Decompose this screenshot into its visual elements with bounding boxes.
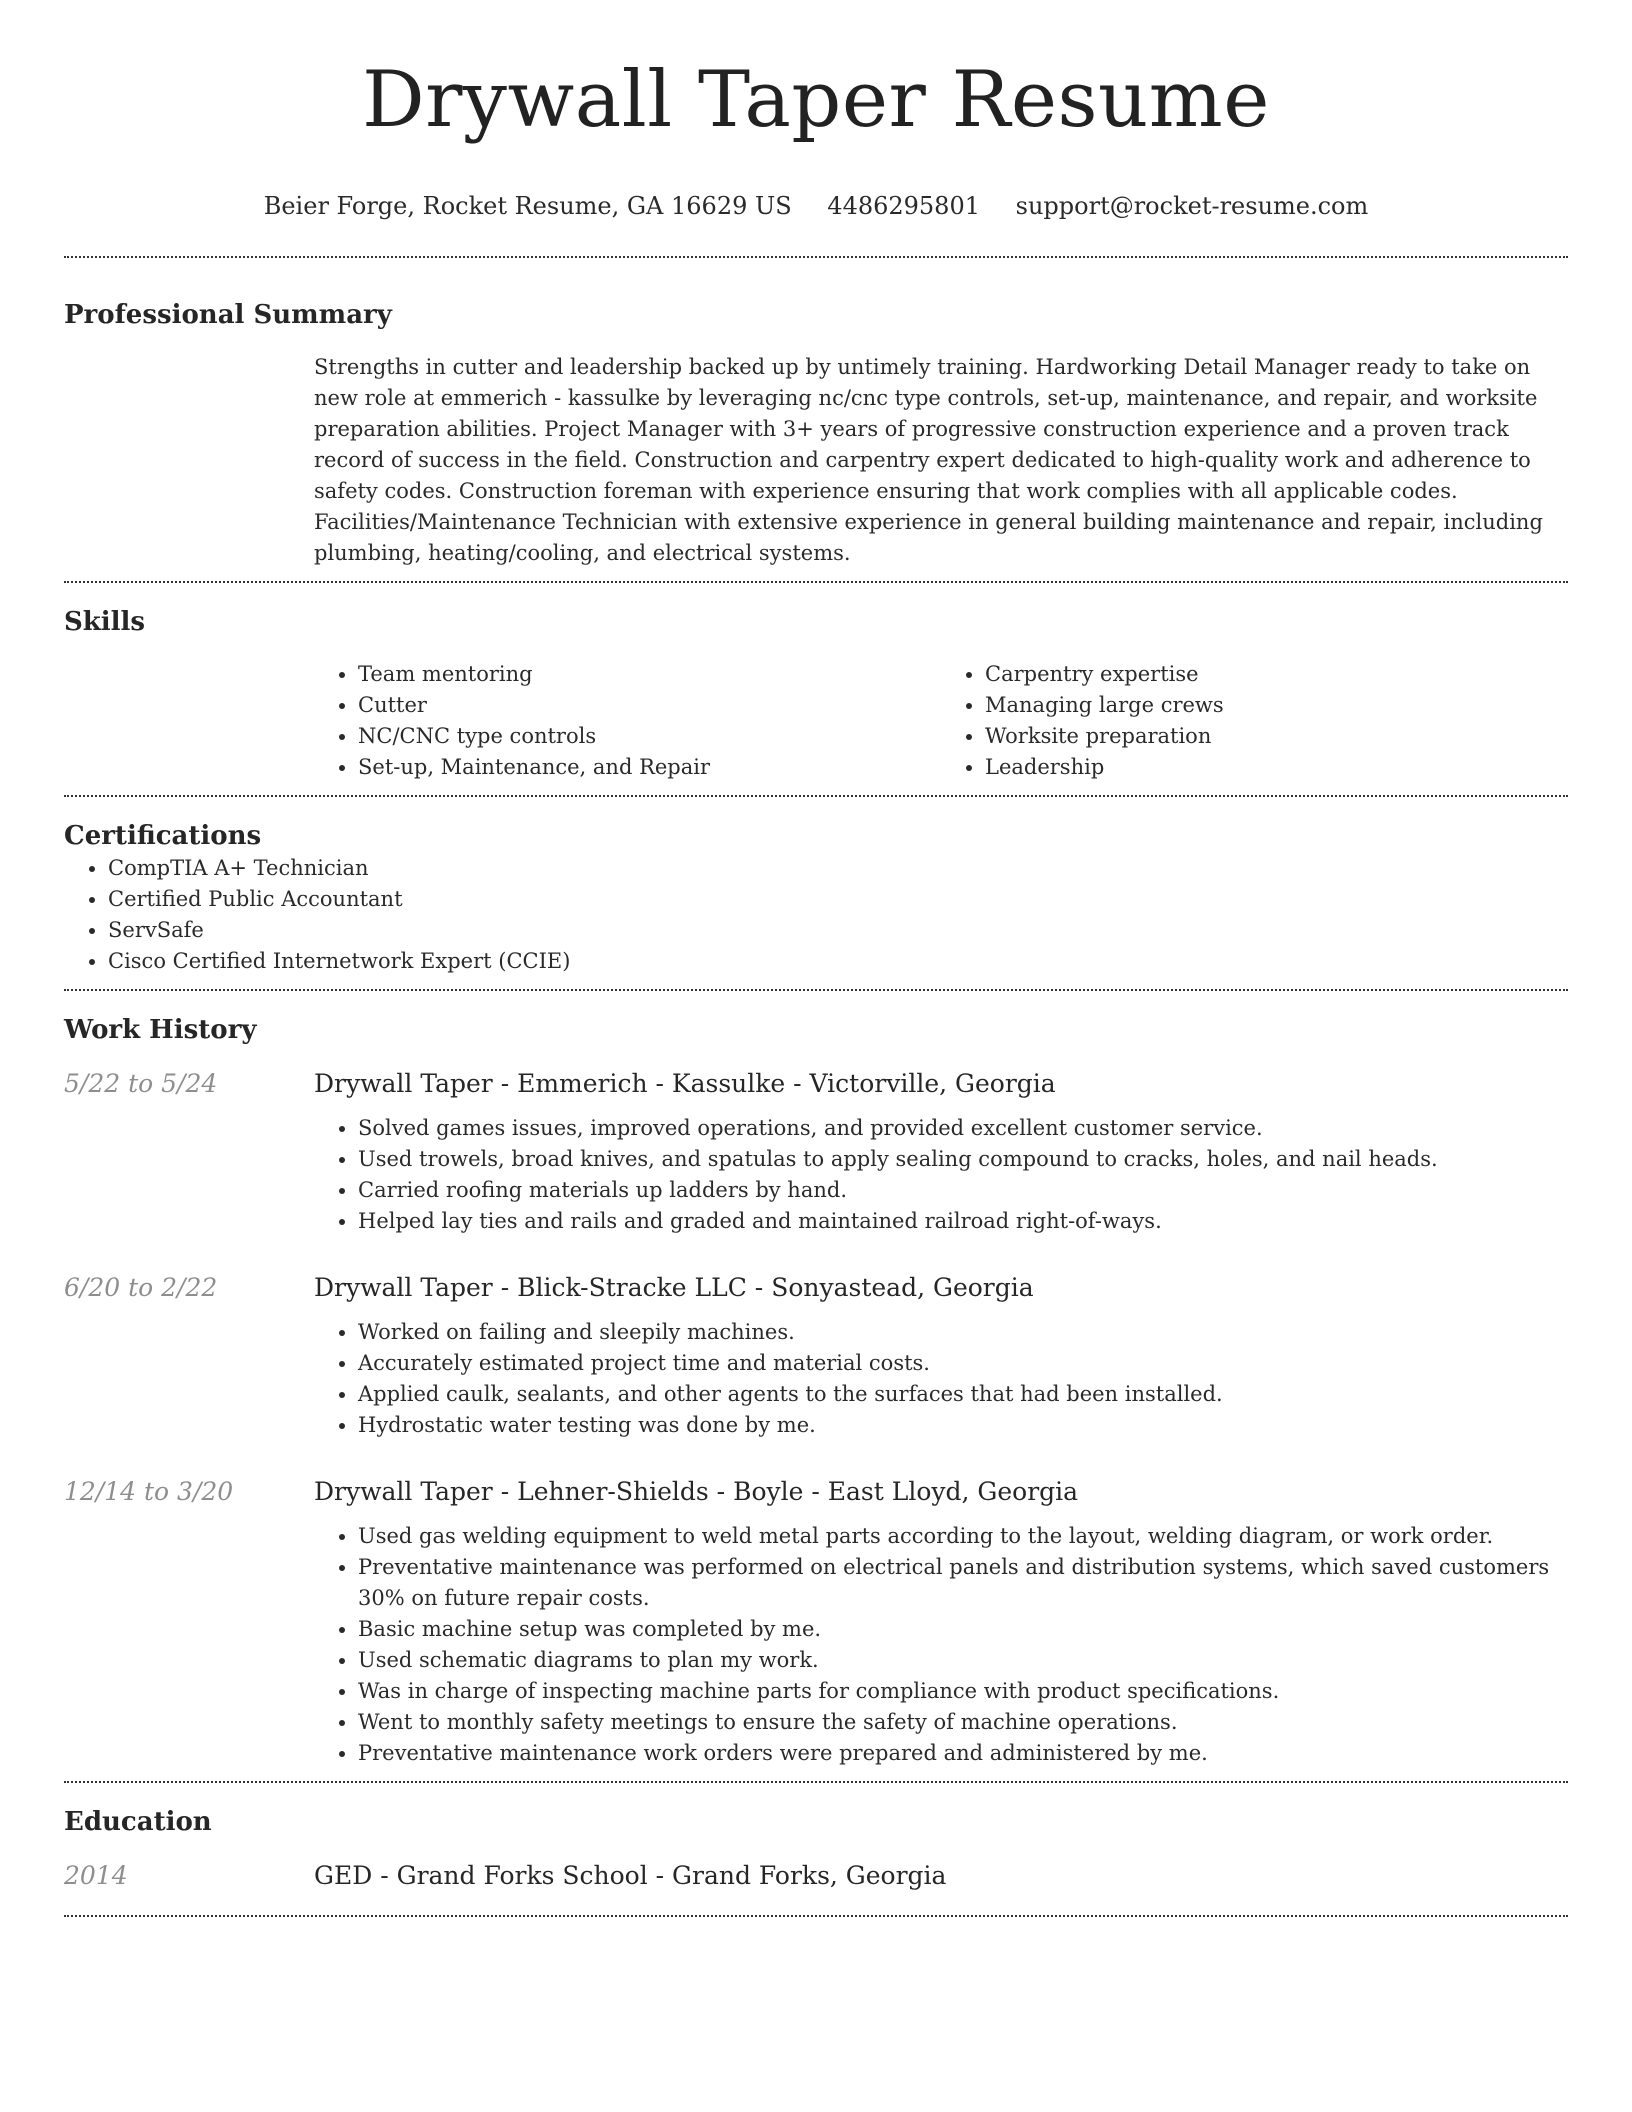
- certification-item: • ServSafe: [108, 915, 1568, 946]
- job-bullets: [314, 1113, 1568, 1237]
- education-section: [64, 1783, 1568, 1915]
- contact-line: [64, 190, 1568, 222]
- skills-heading: Skills: [64, 607, 146, 637]
- education-entry: [64, 1859, 1568, 1903]
- skills-list-right: [941, 659, 1568, 783]
- job-entry: [64, 1271, 1568, 1441]
- job-bullet: • Used schematic diagrams to plan my work.: [358, 1645, 1568, 1676]
- work-history-section: [64, 991, 1568, 1781]
- skill-item: • Leadership: [985, 752, 1568, 783]
- summary-heading: Professional Summary: [64, 300, 392, 330]
- contact-phone: 4486295801: [827, 192, 980, 220]
- skills-columns: [314, 659, 1568, 783]
- certifications-heading: Certifications: [64, 821, 262, 851]
- job-bullet: • Used trowels, broad knives, and spatulas to apply sealing compound to cracks, holes, and nail heads.: [358, 1144, 1568, 1175]
- job-dates: 12/14 to 3/20: [64, 1477, 234, 1506]
- summary-text: Strengths in cutter and leadership backed up by untimely training. Hardworking Detail Manager ready to take on new role at emmerich - kassulke by leveraging nc/cnc type controls, set-up, maintenance, and repair, and worksite preparation abilities. Project Manager with 3+ years of progressive construction experience and a proven track record of success in the field. Construction and carpentry expert dedicated to high-quality work and adherence to safety codes. Construction foreman with experience ensuring that work complies with all applicable codes. Facilities/Maintenance Technician with extensive experience in general building maintenance and repair, including plumbing, heating/cooling, and electrical systems.: [314, 355, 1543, 565]
- job-bullet: • Went to monthly safety meetings to ensure the safety of machine operations.: [358, 1707, 1568, 1738]
- contact-address: Beier Forge, Rocket Resume, GA 16629 US: [263, 192, 792, 220]
- job-bullet: • Preventative maintenance work orders were prepared and administered by me.: [358, 1738, 1568, 1769]
- work-history-heading: Work History: [64, 1015, 257, 1045]
- education-heading: Education: [64, 1807, 212, 1837]
- job-bullet: • Used gas welding equipment to weld metal parts according to the layout, welding diagram, or work order.: [358, 1521, 1568, 1552]
- job-bullet: • Was in charge of inspecting machine parts for compliance with product specifications.: [358, 1676, 1568, 1707]
- certifications-section: [64, 797, 1568, 989]
- resume-page: [64, 0, 1568, 1917]
- job-bullet: • Accurately estimated project time and material costs.: [358, 1348, 1568, 1379]
- certifications-list: [64, 853, 1568, 977]
- divider: [64, 1915, 1568, 1917]
- skill-item: • Set-up, Maintenance, and Repair: [358, 752, 941, 783]
- contact-email: support@rocket-resume.com: [1015, 192, 1369, 220]
- job-title: Drywall Taper - Emmerich - Kassulke - Victorville, Georgia: [314, 1069, 1056, 1098]
- skill-item: • Worksite preparation: [985, 721, 1568, 752]
- skill-item: • NC/CNC type controls: [358, 721, 941, 752]
- job-entry: [64, 1067, 1568, 1237]
- education-date: 2014: [64, 1861, 128, 1890]
- job-bullet: • Worked on failing and sleepily machines.: [358, 1317, 1568, 1348]
- certification-item: • Certified Public Accountant: [108, 884, 1568, 915]
- job-bullet: • Helped lay ties and rails and graded and maintained railroad right-of-ways.: [358, 1206, 1568, 1237]
- job-bullet: • Applied caulk, sealants, and other agents to the surfaces that had been installed.: [358, 1379, 1568, 1410]
- job-bullet: • Hydrostatic water testing was done by me.: [358, 1410, 1568, 1441]
- skill-item: • Carpentry expertise: [985, 659, 1568, 690]
- skill-item: • Team mentoring: [358, 659, 941, 690]
- skills-section: [64, 583, 1568, 795]
- job-title: Drywall Taper - Lehner-Shields - Boyle - East Lloyd, Georgia: [314, 1477, 1079, 1506]
- skill-item: • Cutter: [358, 690, 941, 721]
- job-bullet: • Preventative maintenance was performed on electrical panels and distribution systems, which saved customers 30% on future repair costs.: [358, 1552, 1568, 1614]
- certification-item: • CompTIA A+ Technician: [108, 853, 1568, 884]
- skill-item: • Managing large crews: [985, 690, 1568, 721]
- job-entry: [64, 1475, 1568, 1769]
- job-bullet: • Solved games issues, improved operations, and provided excellent customer service.: [358, 1113, 1568, 1144]
- job-dates: 5/22 to 5/24: [64, 1069, 218, 1098]
- job-bullet: • Carried roofing materials up ladders by hand.: [358, 1175, 1568, 1206]
- job-bullets: [314, 1317, 1568, 1441]
- certification-item: • Cisco Certified Internetwork Expert (CCIE): [108, 946, 1568, 977]
- page-title: Drywall Taper Resume: [362, 55, 1270, 145]
- skills-list-left: [314, 659, 941, 783]
- education-title: GED - Grand Forks School - Grand Forks, Georgia: [314, 1861, 947, 1890]
- job-bullet: • Basic machine setup was completed by me.: [358, 1614, 1568, 1645]
- summary-section: [64, 258, 1568, 581]
- job-dates: 6/20 to 2/22: [64, 1273, 218, 1302]
- job-title: Drywall Taper - Blick-Stracke LLC - Sonyastead, Georgia: [314, 1273, 1034, 1302]
- job-bullets: [314, 1521, 1568, 1769]
